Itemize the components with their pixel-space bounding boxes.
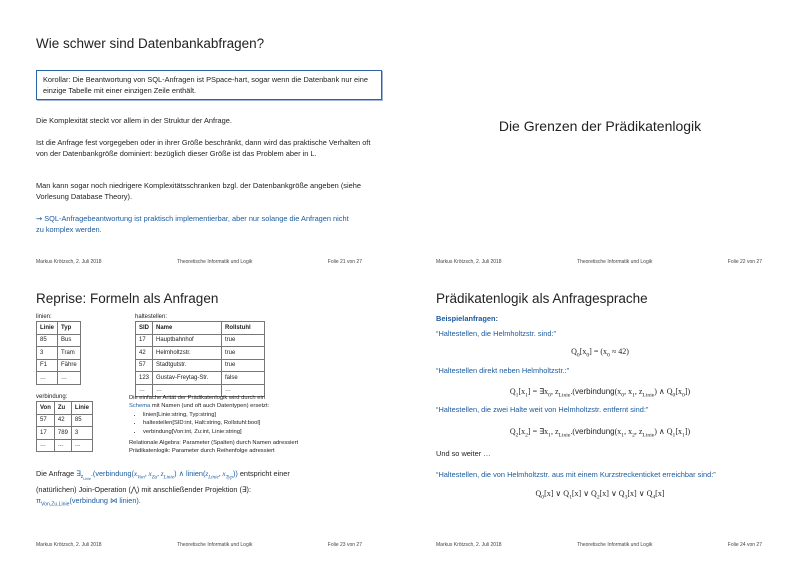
slide-21 [0,0,400,283]
example-query: “Haltestellen, die von Helmholtzstr. aus mit einem Kurzstreckenticket erreichbar sind:” [436,470,716,479]
footer-page: Folie 22 von 27 [727,259,762,265]
schema-list [129,411,379,436]
table-label-haltestellen: haltestellen: [135,314,168,320]
table-linien: Linie Typ 85 Bus 3 Tram F1 Fähre … … [36,321,81,385]
footer-page: Folie 23 von 27 [327,542,362,548]
footer-course: Theoretische Informatik und Logik [177,259,253,265]
footer [436,259,762,265]
table-verbindung: Von Zu Linie 57 42 85 17 789 3 … … … [36,401,93,452]
footer-page: Folie 24 von 27 [727,542,762,548]
slide-22 [400,0,800,283]
examples-heading: Beispielanfragen: [436,314,499,323]
footer-author: Markus Krötzsch, 2. Juli 2018 [36,542,102,548]
note: Relationale Algebra: Parameter (Spalten) durch Namen adressiert [129,440,299,447]
formula: $Q_0[x]$ ∨ $Q_1[x]$ ∨ $Q_2[x]$ ∨ $Q_3[x]$ ∨ $Q_4[x]$ [535,489,665,501]
corollary-box: Korollar: Die Beantwortung von SQL-Anfragen ist PSpace-hart, sogar wenn die Datenbank nur eine einzige Tabelle mit einer einzigen Zeile enthält. [36,70,382,100]
paragraph: Die Komplexität steckt vor allem in der Struktur der Anfrage. [36,116,232,125]
table-label-verbindung: verbindung: [36,394,68,400]
footer-course: Theoretische Informatik und Logik [177,542,253,548]
continuation: Und so weiter … [436,449,491,458]
conclusion: ⇝ SQL-Anfragebeantwortung ist praktisch implementierbar, aber nur solange die Anfragen nicht zu komplex werden. [36,214,349,234]
query-explanation: Die Anfrage $\exists_{z_{Linie}}.(verbindung(x_{Von}$, $x_{Zu}$, $z_{Linie}$) ∧ $linien(z_{Linie}$, $x_{Typ}$)) entspricht einer (natürlichen) Join-Operation (⋀) mit anschließender Projektion (∃): $\pi_{Von,Zu,Linie}(verbindung$ ⋈ linien). [36,469,290,508]
slide-24 [400,283,800,566]
list-item: • linien[Linie:string, Typ:string] [143,411,379,419]
paragraph: Man kann sogar noch niedrigere Komplexitätsschranken bzgl. der Datenbankgröße angeben (siehe Vorlesung Database Theory). [36,181,361,201]
paragraph: Ist die Anfrage fest vorgegeben oder in ihrer Größe beschränkt, dann wird das praktische Verhalten oft von der Datenbankgröße dominiert: bezüglich dieser Größe ist das Problem aber in L. [36,138,371,158]
list-item: • verbindung[Von:int, Zu:int, Linie:string] [143,428,379,436]
footer-page: Folie 21 von 27 [327,259,362,265]
footer-author: Markus Krötzsch, 2. Juli 2018 [436,542,502,548]
table-label-linien: linien: [36,314,52,320]
slide-23 [0,283,400,566]
footer-author: Markus Krötzsch, 2. Juli 2018 [36,259,102,265]
schema-description: Die einfache Arität der Prädikatenlogik wird durch ein Schema mit Namen (und oft auch Datentypen) ersetzt: • linien[Linie:string, Typ:string] • haltestellen[SID:int, Halt:string, Rollstuhl:bool] • verbindung[Von:int, Zu:int, Linie:string] Relationale Algebra: Parameter (Spalten) durch Namen adressiert Prädikatenlogik: Parameter durch Reihenfolge adressiert [129,394,379,456]
slide-title: Wie schwer sind Datenbankabfragen? [36,36,265,51]
table-haltestellen: SID Name Rollstuhl 17 Hauptbahnhof true 42 Helmholtzstr. true 57 Stadtgutstr. true 123 Gustav-Freytag-Str. false … … … [135,321,265,397]
example-query: “Haltestellen direkt neben Helmholtzstr.:” [436,366,570,375]
footer-course: Theoretische Informatik und Logik [577,259,653,265]
formula: $Q_0[x_0] = (x_0 \approx 42)$ [571,347,629,359]
list-item: • haltestellen[SID:int, Halt:string, Rollstuhl:bool] [143,419,379,427]
footer-author: Markus Krötzsch, 2. Juli 2018 [436,259,502,265]
slide-title: Prädikatenlogik als Anfragesprache [436,291,648,306]
slide-title: Reprise: Formeln als Anfragen [36,291,219,306]
section-title: Die Grenzen der Prädikatenlogik [498,118,702,134]
footer [36,259,362,265]
example-query: “Haltestellen, die Helmholtzstr. sind:” [436,329,556,338]
footer [36,542,362,548]
formula: $Q_2[x_2]$ = $\exists x_1$, $z_{Linie}.(verbindung(x_1$, $x_2$, $z_{Linie}$) ∧ $Q_1[x_1]$) [509,427,691,439]
footer [436,542,762,548]
schema-term: Schema [129,403,151,410]
formula: $Q_1[x_1]$ = $\exists x_0$, $z_{Linie}.(verbindung(x_0$, $x_1$, $z_{Linie}$) ∧ $Q_0[x_0]$) [509,387,691,399]
example-query: “Haltestellen, die zwei Halte weit von Helmholtzstr. entfernt sind:” [436,405,649,414]
note: Prädikatenlogik: Parameter durch Reihenfolge adressiert [129,448,275,455]
footer-course: Theoretische Informatik und Logik [577,542,653,548]
